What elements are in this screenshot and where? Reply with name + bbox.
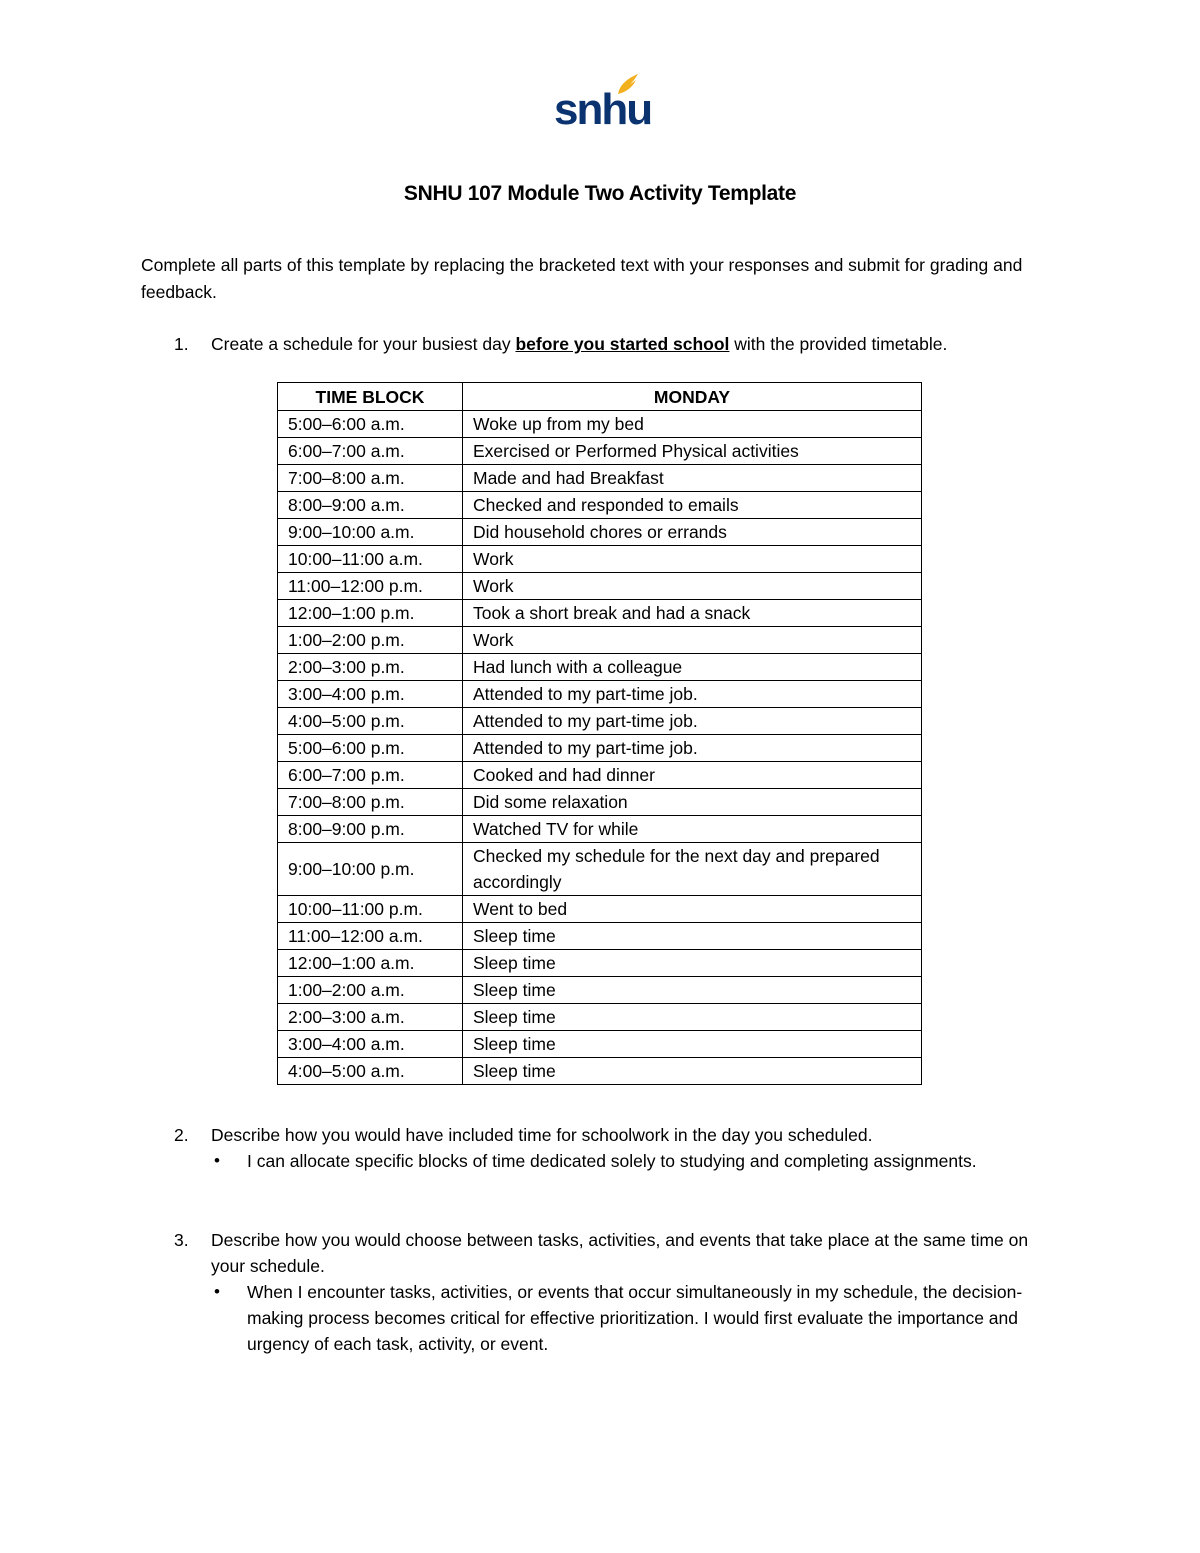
table-row xyxy=(278,573,922,600)
time-block-cell: 1:00–2:00 p.m. xyxy=(278,627,463,654)
time-block-cell: 9:00–10:00 p.m. xyxy=(278,843,463,896)
intro-paragraph: Complete all parts of this template by replacing the bracketed text with your responses and submit for grading and feedback. xyxy=(141,255,1023,302)
table-row xyxy=(278,654,922,681)
table-row xyxy=(278,816,922,843)
question-text-after: with the provided timetable. xyxy=(729,334,948,354)
activity-cell: Exercised or Performed Physical activities xyxy=(463,438,922,465)
activity-cell: Checked my schedule for the next day and prepared accordingly xyxy=(463,843,922,896)
logo-text: snhu xyxy=(554,85,652,134)
table-row xyxy=(278,762,922,789)
question-text: Describe how you would have included time for schoolwork in the day you scheduled. xyxy=(211,1125,873,1145)
page-title: SNHU 107 Module Two Activity Template xyxy=(403,182,797,205)
activity-cell: Work xyxy=(463,627,922,654)
time-block-cell: 10:00–11:00 p.m. xyxy=(278,896,463,923)
time-block-cell: 5:00–6:00 p.m. xyxy=(278,735,463,762)
time-block-cell: 12:00–1:00 a.m. xyxy=(278,950,463,977)
activity-cell: Took a short break and had a snack xyxy=(463,600,922,627)
question-text: Describe how you would choose between tasks, activities, and events that take place at the same time on your schedule. xyxy=(211,1230,1029,1276)
activity-cell: Did some relaxation xyxy=(463,789,922,816)
time-block-cell: 11:00–12:00 p.m. xyxy=(278,573,463,600)
table-row xyxy=(278,708,922,735)
question-3 xyxy=(174,1227,1054,1357)
table-row xyxy=(278,950,922,977)
time-block-cell: 4:00–5:00 p.m. xyxy=(278,708,463,735)
question-emphasis: before you started school xyxy=(515,334,730,354)
question-text-before: Create a schedule for your busiest day xyxy=(211,334,516,354)
table-row xyxy=(278,1058,922,1085)
answer-text: I can allocate specific blocks of time dedicated solely to studying and completing assignments. xyxy=(247,1151,977,1171)
question-number: 3. xyxy=(174,1230,189,1250)
table-row xyxy=(278,896,922,923)
snhu-logo xyxy=(554,72,652,134)
bullet-icon: • xyxy=(214,1282,220,1301)
activity-cell: Work xyxy=(463,573,922,600)
activity-cell: Attended to my part-time job. xyxy=(463,681,922,708)
table-row xyxy=(278,1004,922,1031)
time-block-cell: 8:00–9:00 a.m. xyxy=(278,492,463,519)
time-block-cell: 2:00–3:00 a.m. xyxy=(278,1004,463,1031)
header-monday: MONDAY xyxy=(463,383,922,411)
time-block-cell: 3:00–4:00 p.m. xyxy=(278,681,463,708)
table-row xyxy=(278,519,922,546)
time-block-cell: 6:00–7:00 a.m. xyxy=(278,438,463,465)
table-row xyxy=(278,1031,922,1058)
question-number: 1. xyxy=(174,334,189,354)
answer-bullet xyxy=(211,1148,1054,1174)
table-row xyxy=(278,627,922,654)
header-time-block: TIME BLOCK xyxy=(278,383,463,411)
table-row xyxy=(278,492,922,519)
time-block-cell: 5:00–6:00 a.m. xyxy=(278,411,463,438)
activity-cell: Had lunch with a colleague xyxy=(463,654,922,681)
time-block-cell: 1:00–2:00 a.m. xyxy=(278,977,463,1004)
time-block-cell: 11:00–12:00 a.m. xyxy=(278,923,463,950)
activity-cell: Checked and responded to emails xyxy=(463,492,922,519)
answer-bullet xyxy=(211,1279,1054,1357)
schedule-body xyxy=(278,411,922,1085)
question-1 xyxy=(174,331,1054,357)
activity-cell: Sleep time xyxy=(463,1031,922,1058)
answer-text: When I encounter tasks, activities, or events that occur simultaneously in my schedule, the decision-making process becomes critical for effective prioritization. I would first evaluate the importance and urgency of each task, activity, or event. xyxy=(247,1282,1023,1354)
table-header-row xyxy=(278,383,922,411)
time-block-cell: 2:00–3:00 p.m. xyxy=(278,654,463,681)
time-block-cell: 10:00–11:00 a.m. xyxy=(278,546,463,573)
table-row xyxy=(278,789,922,816)
activity-cell: Attended to my part-time job. xyxy=(463,735,922,762)
activity-cell: Sleep time xyxy=(463,1004,922,1031)
time-block-cell: 7:00–8:00 a.m. xyxy=(278,465,463,492)
table-row xyxy=(278,735,922,762)
bullet-icon: • xyxy=(214,1151,220,1170)
question-text xyxy=(211,331,1054,357)
question-number: 2. xyxy=(174,1125,189,1145)
activity-cell: Sleep time xyxy=(463,977,922,1004)
activity-cell: Made and had Breakfast xyxy=(463,465,922,492)
schedule-table xyxy=(277,382,922,1085)
activity-cell: Woke up from my bed xyxy=(463,411,922,438)
table-row xyxy=(278,923,922,950)
table-row xyxy=(278,977,922,1004)
activity-cell: Went to bed xyxy=(463,896,922,923)
table-row xyxy=(278,681,922,708)
question-2 xyxy=(174,1122,1054,1174)
time-block-cell: 7:00–8:00 p.m. xyxy=(278,789,463,816)
table-row xyxy=(278,438,922,465)
activity-cell: Watched TV for while xyxy=(463,816,922,843)
activity-cell: Sleep time xyxy=(463,1058,922,1085)
time-block-cell: 8:00–9:00 p.m. xyxy=(278,816,463,843)
table-row xyxy=(278,843,922,896)
activity-cell: Did household chores or errands xyxy=(463,519,922,546)
activity-cell: Sleep time xyxy=(463,923,922,950)
activity-cell: Cooked and had dinner xyxy=(463,762,922,789)
activity-cell: Attended to my part-time job. xyxy=(463,708,922,735)
time-block-cell: 3:00–4:00 a.m. xyxy=(278,1031,463,1058)
time-block-cell: 4:00–5:00 a.m. xyxy=(278,1058,463,1085)
table-row xyxy=(278,411,922,438)
table-row xyxy=(278,465,922,492)
time-block-cell: 6:00–7:00 p.m. xyxy=(278,762,463,789)
activity-cell: Sleep time xyxy=(463,950,922,977)
time-block-cell: 12:00–1:00 p.m. xyxy=(278,600,463,627)
activity-cell: Work xyxy=(463,546,922,573)
time-block-cell: 9:00–10:00 a.m. xyxy=(278,519,463,546)
table-row xyxy=(278,600,922,627)
table-row xyxy=(278,546,922,573)
